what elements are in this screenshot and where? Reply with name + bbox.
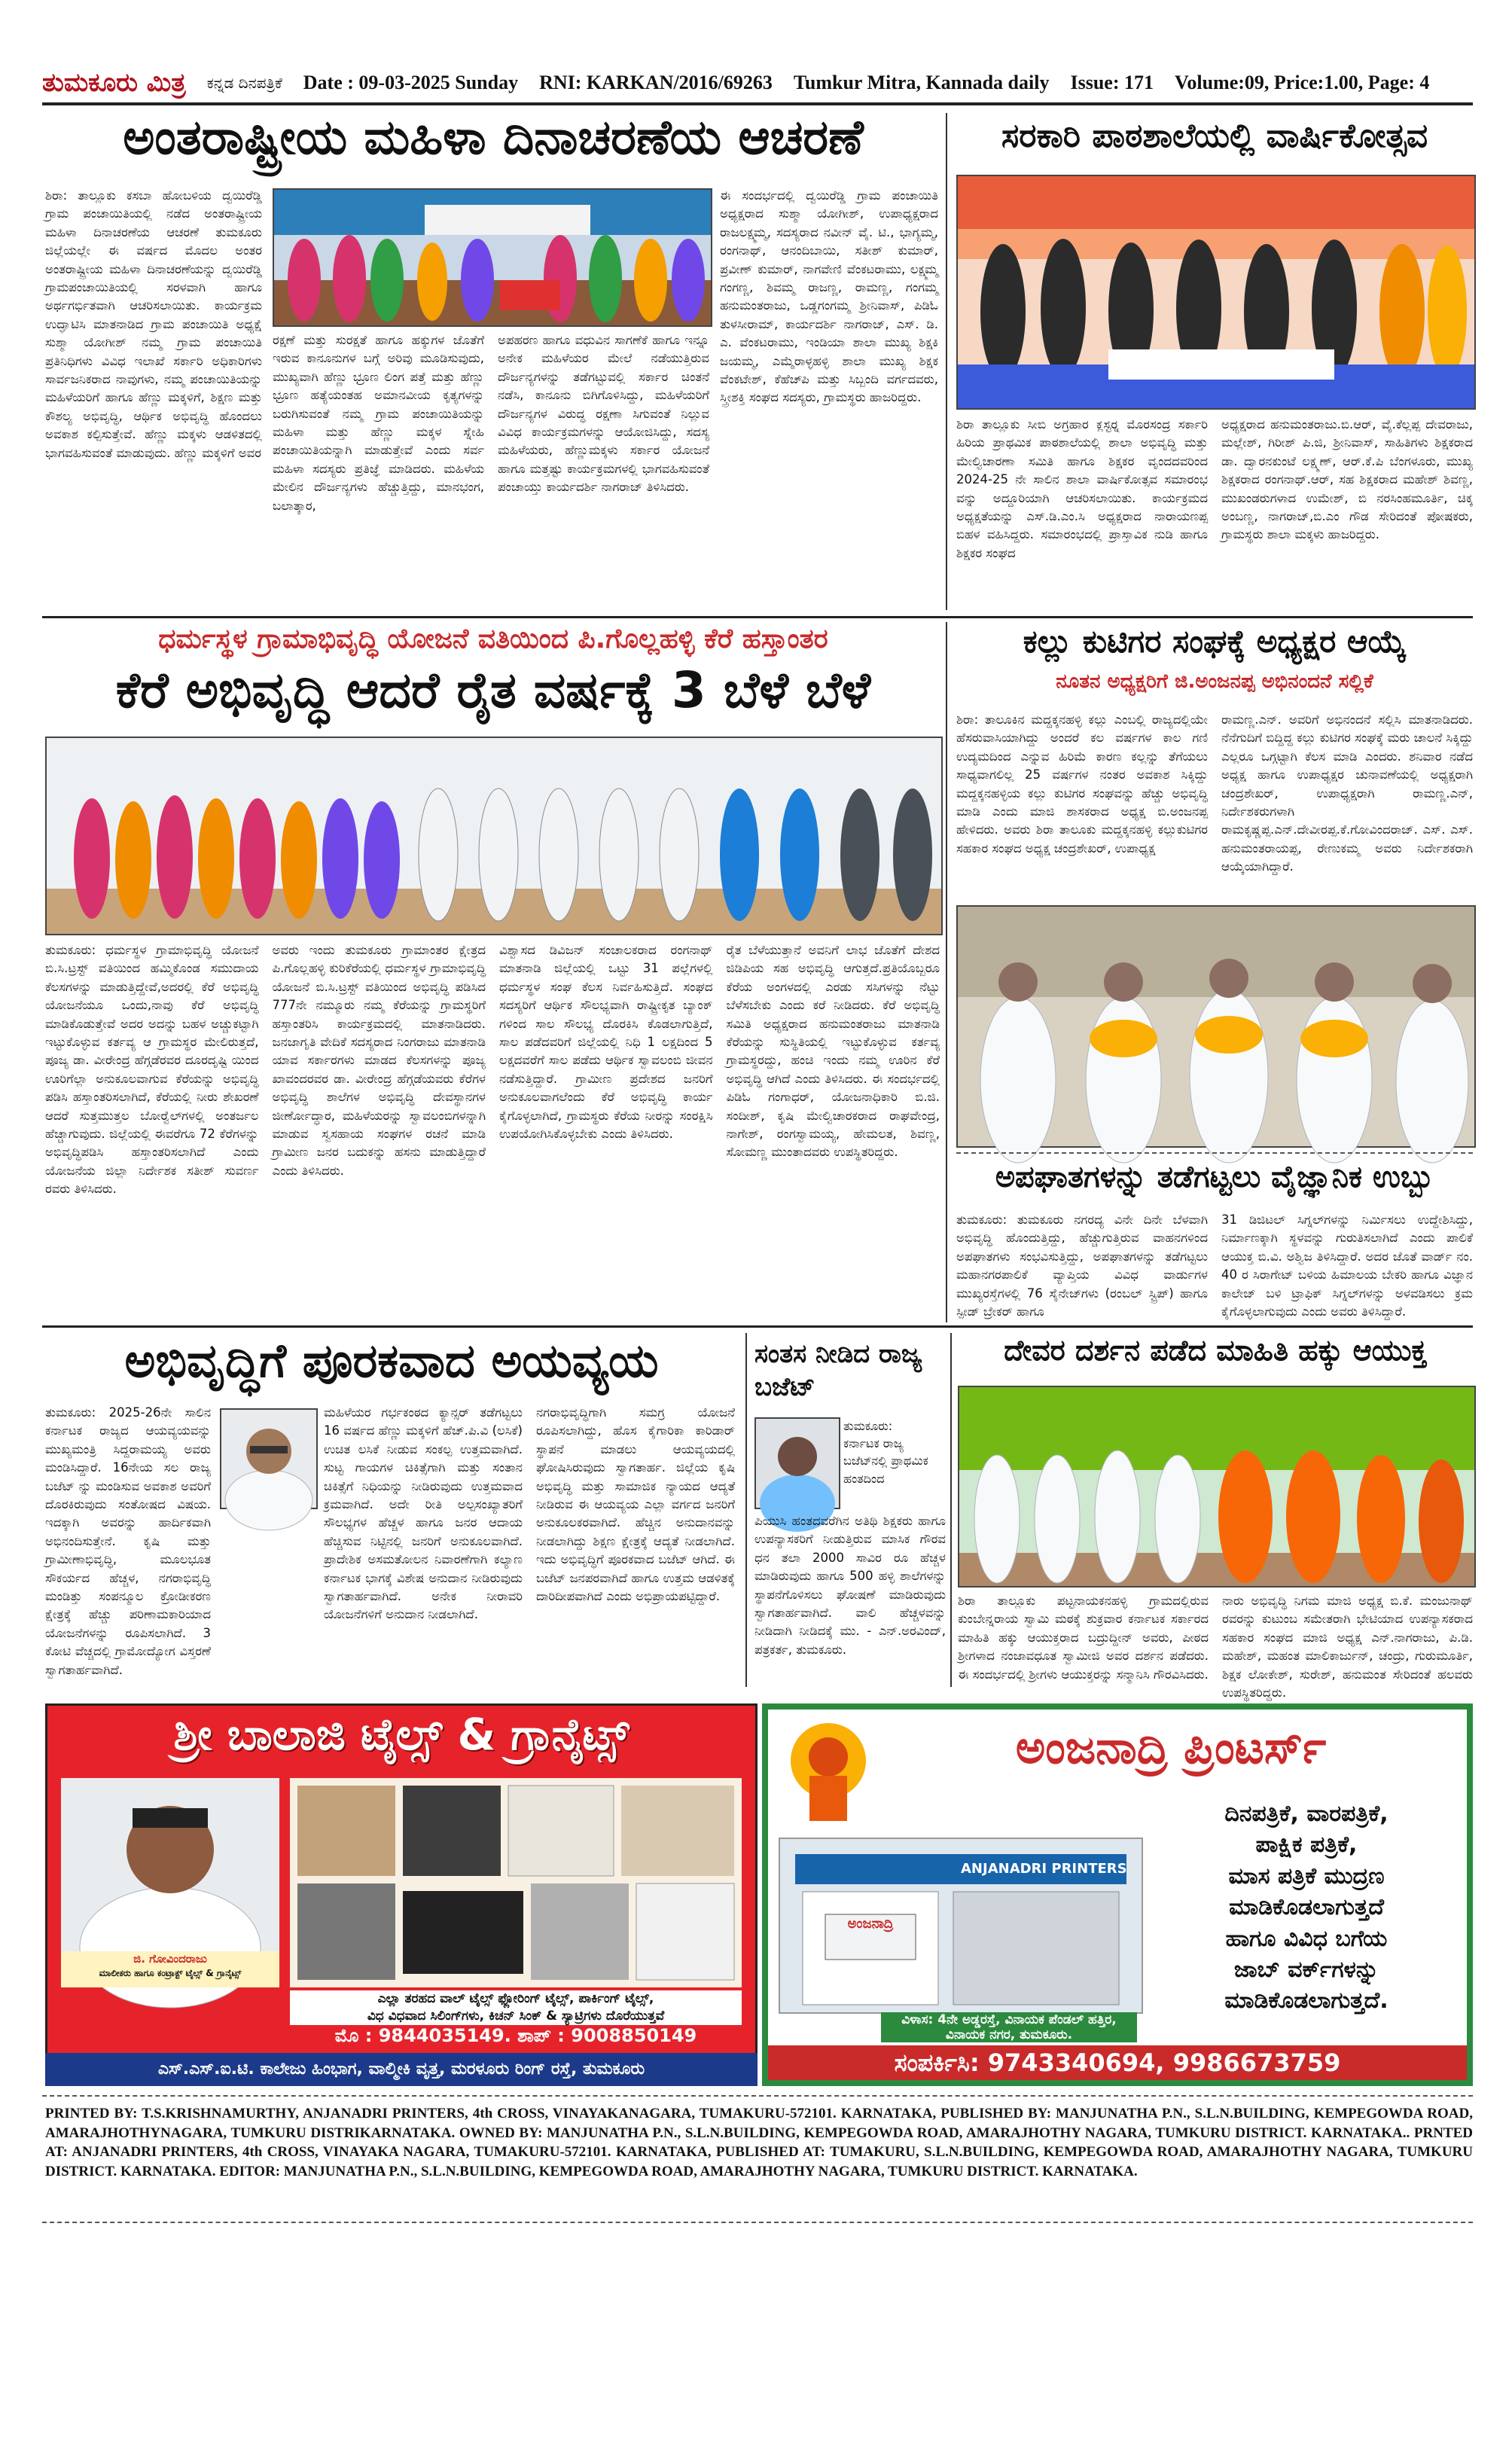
article2-cols: ಶಿರಾ ತಾಲ್ಲೂಕು ಸೀಬಿ ಅಗ್ರಹಾರ ಕ್ಲಸ್ಟರ್‍ನ ಮೊರಸಂದ್ರ ಸರ್ಕಾರಿ ಹಿರಿಯ ಪ್ರಾಥಮಿಕ ಪಾಠಶಾಲೆಯಲ್ಲಿ ಶಾಲಾ ಅಭಿವೃದ್ಧಿ ಮತ್ತು ಮೇಲ್ವಿಚಾರಣಾ ಸಮಿತಿ ಹಾಗೂ ಶಿಕ್ಷಕರ ವೃಂದದವರಿಂದ 2024-25 ನೇ ಸಾಲಿನ ಶಾಲಾ ವಾರ್ಷಿಕೋತ್ಸವ ಸಮಾರಂಭ ವನ್ನು ಅದ್ದೂರಿಯಾಗಿ ಆಚರಿಸಲಾಯಿತು. ಕಾರ್ಯಕ್ರಮದ ಅಧ್ಯಕ್ಷತೆಯನ್ನು ಎಸ್.ಡಿ.ಎಂ.ಸಿ ಅಧ್ಯಕ್ಷರಾದ ನಾರಾಯಣಪ್ಪ ಬಿಹಳ ವಹಿಸಿದ್ದರು. ಸಮಾರಂಭದಲ್ಲಿ ಪ್ರಾಸ್ತಾವಿಕ ನುಡಿ ಹಾಗೂ ಶಿಕ್ಷಕರ ಸಂಘದ ಅಧ್ಯಕ್ಷರಾದ ಹನುಮಂತರಾಜು.ಬಿ.ಆರ್, ವೈ.ಕೆಲ್ಲಪ್ಪ ದೇವರಾಜು, ಮಲ್ಲೇಶ್, ಗಿರೀಶ್ ಪಿ.ಜಿ, ಶ್ರೀನಿವಾಸ್, ಸಾಹಿತಿಗಳು ಶಿಕ್ಷಕರಾದ ಡಾ. ದ್ವಾರನಕುಂಟೆ ಲಕ್ಷ್ಮಣ್, ಆರ್.ಕೆ.ಪಿ ಬೆಂಗಳೂರು, ಮುಖ್ಯ ಶಿಕ್ಷಕರಾದ ರಂಗನಾಥ್.ಆರ್, ಸಹ ಶಿಕ್ಷಕರಾದ ಮಹೇಶ್ ಶಿವಣ್ಣ, ಮುಖಂಡರುಗಳಾದ ಉಮೇಶ್, ಬಿ ನರಸಿಂಹಮೂರ್ತಿ, ಚಿಕ್ಕ ಅಂಬಣ್ಣ, ನಾಗರಾಜ್,ಬಿ.ಎಂ ಗೌಡ ಸೇರಿದಂತೆ ಪೋಷಕರು, ಗ್ರಾಮಸ್ಥರು ಶಾಲಾ ಮಕ್ಕಳು ಹಾಜರಿದ್ದರು. [956,417,1473,560]
ad-anjanadri-title: ಅಂಜನಾದ್ರಿ ಪ್ರಿಂಟರ್ಸ್ [1015,1722,1327,1774]
article1-col1: ಶಿರಾ: ತಾಲ್ಲೂಕು ಕಸಬಾ ಹೋಬಳಿಯ ದ್ವಯಿರೆಡ್ಡಿ ಗ್ರಾಮ ಪಂಚಾಯಿತಿಯಲ್ಲಿ ನಡೆದ ಅಂತರಾಷ್ಟ್ರೀಯ ಮಹಿಳಾ ದಿನಾಚರಣೆಯ ಆಚರಣೆ ತುಮಕೂರು ಜಿಲ್ಲೆಯಲ್ಲೇ ಈ ವರ್ಷದ ಮೊದಲ ಅಂತರ ಅಂತರಾಷ್ಟ್ರೀಯ ಮಹಿಳಾ ದಿನಾಚರಣೆಯನ್ನು ದ್ವಯಿರೆಡ್ಡಿ ಗ್ರಾಮಪಂಚಾಯಿತಿಯಲ್ಲಿ ಸರಳವಾಗಿ ಹಾಗೂ ಅರ್ಥಗರ್ಭಿತವಾಗಿ ಆಚರಿಸಲಾಯಿತು. ಕಾರ್ಯಕ್ರಮ ಉದ್ಘಾಟಿಸಿ ಮಾತನಾಡಿದ ಗ್ರಾಮ ಪಂಚಾಯಿತಿ ಅಧ್ಯಕ್ಷೆ ಸುಶ್ಮಾ ಯೋಗೀಶ್ ನಮ್ಮ ಗ್ರಾಮ ಪಂಚಾಯಿತಿ ಪ್ರತಿನಿಧಿಗಳು ವಿವಿಧ ಇಲಾಖೆ ಸರ್ಕಾರಿ ಅಧಿಕಾರಿಗಳು ಸಾರ್ವಜನಿಕರಾದ ನಾವುಗಳು, ನಮ್ಮ ಪಂಚಾಯಿತಿಯನ್ನು ಮಹಿಳೆಯರಿಗೆ ಹಾಗೂ ಹೆಣ್ಣು ಮಕ್ಕಳಿಗೆ, ಶಿಕ್ಷಣ ಮತ್ತು ಕೌಶಲ್ಯ ಅಭಿವೃದ್ಧಿ, ಆರ್ಥಿಕ ಅಭಿವೃದ್ಧಿ ಹೊಂದಲು ಅವಕಾಶ ಕಲ್ಪಿಸುತ್ತೇವೆ. ಹೆಣ್ಣು ಮಕ್ಕಳು ಆಡಳಿತದಲ್ಲಿ ಭಾಗವಹಿಸುವಂತೆ ಮಾಡುವುದು. ಹೆಣ್ಣು ಮಕ್ಕಳಿಗೆ ಅವರ [45,188,262,460]
budget-opinion-photo [754,1417,840,1509]
ad-balaji-owner-caption: ಜಿ. ಗೋವಿಂದರಾಜು ಮಾಲೀಕರು ಹಾಗೂ ಕಂಟ್ರಾಕ್ಟ್ ಟೈಲ್ಸ್ & ಗ್ರಾನೈಟ್ಸ್ [61,1951,279,1987]
article1-headline: ಅಂತರಾಷ್ಟ್ರೀಯ ಮಹಿಳಾ ದಿನಾಚರಣೆಯ ಆಚರಣೆ [123,110,864,166]
ad-anjanadri-printers [762,1703,1473,2086]
school-event-photo [956,175,1476,410]
article3-kicker: ಧರ್ಮಸ್ಥಳ ಗ್ರಾಮಾಭಿವೃದ್ಧಿ ಯೋಜನೆ ವತಿಯಿಂದ ಪಿ.ಗೊಲ್ಲಹಳ್ಳಿ ಕೆರೆ ಹಸ್ತಾಂತರ [158,624,828,654]
ad-balaji-tiles [45,1703,758,2056]
article4-cols: ಶಿರಾ: ತಾಲೂಕಿನ ಮದ್ದಕ್ಕನಹಳ್ಳಿ ಕಲ್ಲು ಎಂಬಲ್ಲಿ ರಾಜ್ಯದಲ್ಲಿಯೇ ಹೆಸರುವಾಸಿಯಾಗಿದ್ದು ಅಂದರೆ ಕಲ ವರ್ಷಗಳ ಕಾಲ ಗಣಿ ಉದ್ಯಮದಿಂದ ಎನ್ನುವ ಹಿರಿಮೆ ಕಾರಣ ಕಲ್ಲನ್ನು ತೆಗೆಯಲು ಸಾಧ್ಯವಾಗಲಿಲ್ಲ 25 ವರ್ಷಗಳ ನಂತರ ಅವಕಾಶ ಸಿಕ್ಕಿದ್ದು ಮದ್ದಕ್ಕನಹಳ್ಳಿಯ ಕಲ್ಲು ಕುಟಿಗರ ಸಂಘವನ್ನು ಹೆಚ್ಚು ಅಭಿವೃದ್ಧಿ ಮಾಡಿ ಎಂದು ಮಾಜಿ ಶಾಸಕರಾದ ಅಧ್ಯಕ್ಷ ಬಿ.ಅಂಜನಪ್ಪ ಹೇಳಿದರು. ಅವರು ಶಿರಾ ತಾಲೂಕು ಮದ್ದಕ್ಕನಹಳ್ಳಿ ಕಲ್ಲುಕುಟಿಗರ ಸಹಕಾರ ಸಂಘದ ಅಧ್ಯಕ್ಷ ಚಂದ್ರಶೇಖರ್, ಉಪಾಧ್ಯಕ್ಷ ರಾಮಣ್ಣ.ಎನ್. ಅವರಿಗೆ ಅಭಿನಂದನೆ ಸಲ್ಲಿಸಿ ಮಾತನಾಡಿದರು. ನೆನೆಗುದಿಗೆ ಬಿದ್ದಿದ್ದ ಕಲ್ಲು ಕುಟಿಗರ ಸಂಘಕ್ಕೆ ಮರು ಚಾಲನೆ ಸಿಕ್ಕಿದ್ದು ಎಲ್ಲರೂ ಒಗ್ಗಟ್ಟಾಗಿ ಕೆಲಸ ಮಾಡಿ ಎಂದರು. ಶನಿವಾರ ನಡೆದ ಅಧ್ಯಕ್ಷ ಹಾಗೂ ಉಪಾಧ್ಯಕ್ಷರ ಚುನಾವಣೆಯಲ್ಲಿ ಅಧ್ಯಕ್ಷರಾಗಿ ಚಂದ್ರಶೇಖರ್, ಉಪಾಧ್ಯಕ್ಷರಾಗಿ ರಾಮಣ್ಣ.ಎನ್, ನಿರ್ದೇಶಕರುಗಳಾಗಿ ರಾಮಕೃಷ್ಣಪ್ಪ.ಎನ್.ದೇವೀರಪ್ಪ.ಕೆ.ಗೋವಿಂದರಾಜ್. ಎಸ್. ಎಸ್. ಹನುಮಂತರಾಯಪ್ಪ, ರೇಣುಕಮ್ಮ ಅವರು ನಿರ್ದೇಶಕರಾಗಿ ಆಯ್ಕೆಯಾಗಿದ್ದಾರೆ. [956,712,1473,874]
footer-imprint: PRINTED BY: T.S.KRISHNAMURTHY, ANJANADRI PRINTERS, 4th CROSS, VINAYAKANAGARA, TUMAKURU-572101. KARNATAKA, PUBLISHED BY: MANJUNATHA P.N., S.L.N.BUILDING, KEMPEGOWDA ROAD, AMARAJHOTHYNAGARA, TUMKURU DISTRIKARNATAKA. OWNED BY: MANJUNATHA P.N., S.L.N.BUILDING, KEMPEGOWDA ROAD, AMARAJHOTHY NAGARA, TUMKURU DISTRICT. KARNATAKA.. PRNTED AT: ANJANADRI PRINTERS, 4th CROSS, VINAYAKA NAGARA, TUMAKURU-572101. KARNATAKA, PUBLISHED AT: TUMAKURU, S.L.N.BUILDING, KEMPEGOWDA ROAD, AMARAJHOTHY NAGARA, TUMKURU DISTRICT. KARNATAKA. EDITOR: MANJUNATHA P.N., S.L.N.BUILDING, KEMPEGOWDA ROAD, AMARAJHOTHY NAGARA, TUMKURU DISTRICT. KARNATAKA. [45,2106,1473,2179]
women-day-photo [273,188,712,327]
masthead-issue: Issue: 171 [1070,72,1154,93]
section-rule-1 [42,616,1473,618]
article4-headline: ಕಲ್ಲು ಕುಟಿಗರ ಸಂಘಕ್ಕೆ ಅಧ್ಯಕ್ಷರ ಆಯ್ಕೆ [1023,623,1407,660]
column-divider-4 [950,1333,952,1687]
ad-balaji-taglines: ಎಲ್ಲಾ ತರಹದ ವಾಲ್ ಟೈಲ್ಸ್ ಫ್ಲೋರಿಂಗ್ ಟೈಲ್ಸ್, ಪಾರ್ಕಿಂಗ್ ಟೈಲ್ಸ್, ವಿಧ ವಿಧವಾದ ಸಿಲಿಂಗ್‍ಗಳು, ಕಿಚನ್ ಸಿಂಕ್ & ಸ್ಯಾಟ್ರಿಗಳು ದೊರೆಯುತ್ತವೆ [290,1990,742,2025]
ad-anjanadri-shop-sign-kn: ಅಂಜನಾದ್ರಿ [847,1916,894,1932]
article1-cols-mid: ರಕ್ಷಣೆ ಮತ್ತು ಸುರಕ್ಷತೆ ಹಾಗೂ ಹಕ್ಕುಗಳ ಜೊತೆಗೆ ಇರುವ ಕಾನೂನುಗಳ ಬಗ್ಗೆ ಅರಿವು ಮೂಡಿಸುವುದು, ಮುಖ್ಯವಾಗಿ ಹೆಣ್ಣು ಭ್ರೂಣ ಲಿಂಗ ಪತ್ತೆ ಮತ್ತು ಹೆಣ್ಣು ಭ್ರೂಣ ಹತ್ಯೆಯಂತಹ ಅಮಾನವೀಯ ಕೃತ್ಯಗಳನ್ನು ಬರುಗಿಸುವಂತೆ ನಮ್ಮ ಗ್ರಾಮ ಪಂಚಾಯಿತಿಯನ್ನು ಮಹಿಳಾ ಮತ್ತು ಹೆಣ್ಣು ಮಕ್ಕಳ ಸ್ನೇಹಿ ಪಂಚಾಯಿತಿಯನ್ನಾಗಿ ಮಾಡುತ್ತೇವೆ ಎಂದು ಸರ್ವ ಮಹಿಳಾ ಸದಸ್ಯರು ಪ್ರತಿಜ್ಞೆ ಮಾಡಿದರು. ಮಹಿಳೆಯ ಮೇಲಿನ ದೌರ್ಜನ್ಯಗಳು ಹೆಚ್ಚುತ್ತಿದ್ದು, ಮಾನಭಂಗ, ಬಲಾತ್ಕಾರ, ಅಪಹರಣ ಹಾಗೂ ವಧುವಿನ ಸಾಗಣೆಕೆ ಹಾಗೂ ಇನ್ನೂ ಅನೇಕ ಮಹಿಳೆಯರ ಮೇಲೆ ನಡೆಯುತ್ತಿರುವ ದೌರ್ಜನ್ಯಗಳನ್ನು ತಡೆಗಟ್ಟುವಲ್ಲಿ ಸರ್ಕಾರ ಚಿಂತನೆ ನಡೆಸಿ, ಕಾನೂನು ಬಿಗಿಗೊಳಿಸಿದ್ದು, ಮಹಿಳೆಯರಿಗೆ ದೌರ್ಜನ್ಯಗಳ ವಿರುದ್ಧ ರಕ್ಷಣಾ ಸಿಗುವಂತೆ ನಿಲ್ಲುವ ವಿವಿಧ ಕಾರ್ಯಕ್ರಮಗಳನ್ನು ಆಯೋಜಿಸಿದ್ದು, ಸದಸ್ಯ ಮಹಿಳೆಯರು, ಹೆಣ್ಣುಮಕ್ಕಳು ಸರ್ಕಾರ ಯೋಜನೆ ಹಾಗೂ ಮತ್ತಷ್ಟು ಕಾರ್ಯಕ್ರಮಗಳಲ್ಲಿ ಭಾಗವಹಿಸುವಂತೆ ಪಂಚಾಯ್ತು ಕಾರ್ಯದರ್ಶಿ ನಾಗರಾಜ್ ತಿಳಿಸಿದರು. [273,333,709,513]
column-divider-3 [745,1333,747,1687]
ad-balaji-address: ಎಸ್.ಎಸ್.ಐ.ಟಿ. ಕಾಲೇಜು ಹಿಂಭಾಗ, ವಾಲ್ಮೀಕಿ ವೃತ್ತ, ಮರಳೂರು ರಿಂಗ್ ರಸ್ತೆ, ತುಮಕೂರು [45,2053,758,2086]
rti-visit-photo [958,1386,1476,1588]
stone-cutters-photo [956,905,1476,1148]
ad-anjanadri-address: ವಿಳಾಸ: 4ನೇ ಅಡ್ಡರಸ್ತೆ, ವಿನಾಯಕ ಪೆಂಡಲ್ ಹತ್ತಿರ, ವಿನಾಯಕ ನಗರ, ತುಮಕೂರು. [881,2012,1137,2042]
ad-balaji-phones: ಮೊ : 9844035149. ಶಾಪ್ : 9008850149 [334,2025,697,2046]
article5-headline: ಅಪಘಾತಗಳನ್ನು ತಡೆಗಟ್ಟಲು ವೈಜ್ಞಾನಿಕ ಉಬ್ಬು [995,1160,1434,1194]
article5-cols: ತುಮಕೂರು: ತುಮಕೂರು ನಗರದ್ಯ ವಿನೇ ದಿನೇ ಬೆಳವಾಗಿ ಅಭಿವೃದ್ಧಿ ಹೊಂದುತ್ತಿದ್ದು, ಹೆಚ್ಚುಗುತ್ತಿರುವ ವಾಹನಗಳಿಂದ ಅಪಘಾತಗಳು ಸಂಭವಿಸುತ್ತಿದ್ದು, ಅಪಘಾತಗಳನ್ನು ತಡೆಗಟ್ಟಲು ಮಹಾನಗರಪಾಲಿಕೆ ವ್ಯಾಪ್ತಿಯ ವಿವಿಧ ವಾರ್ಡುಗಳ ಮುಖ್ಯರಸ್ತೆಗಳಲ್ಲಿ 76 ಸೈನೇಜ್‍ಗಳು (ರಂಬಲ್ ಸ್ಟ್ರಿಪ್) ಹಾಗೂ ಸ್ಪೀಡ್ ಬ್ರೇಕರ್ ಹಾಗೂ 31 ಡಿಜಿಟಲ್ ಸಿಗ್ನಲ್‍ಗಳನ್ನು ನಿರ್ಮಿಸಲು ಉದ್ದೇಶಿಸಿದ್ದು, ನಿರ್ಮಾಣಕ್ಕಾಗಿ ಸ್ಥಳವನ್ನು ಗುರುತಿಸಲಾಗಿದೆ ಎಂದು ಪಾಲಿಕೆ ಆಯುಕ್ತ ಬಿ.ವಿ. ಅಶ್ವಿಜ ತಿಳಿಸಿದ್ದಾರೆ. ಅದರ ಜೊತೆ ವಾರ್ಡ್ ನಂ. 40 ರ ಸಿರಾಗೇಟ್ ಬಳಿಯ ಹಿಮಾಲಯ ಬೇಕರಿ ಹಾಗೂ ವಿಜ್ಞಾನ ಕಾಲೇಜ್ ಬಳಿ ಟ್ರಾಫಿಕ್ ಸಿಗ್ನಲ್‍ಗಳನ್ನು ಅಳವಡಿಸಲು ಕ್ರಮ ಕೈಗೊಳ್ಳಲಾಗುವುದು ಎಂದು ಅವರು ತಿಳಿಸಿದ್ದಾರೆ. [956,1212,1473,1319]
masthead-paper: Tumkur Mitra, Kannada daily [793,72,1050,93]
masthead-rni: RNI: KARKAN/2016/69263 [539,72,773,93]
article4-kicker: ನೂತನ ಅಧ್ಯಕ್ಷರಿಗೆ ಜಿ.ಅಂಜನಪ್ಪ ಅಭಿನಂದನೆ ಸಲ್ಲಿಕೆ [1056,670,1373,693]
article6-col1: ತುಮಕೂರು: 2025-26ನೇ ಸಾಲಿನ ಕರ್ನಾಟಕ ರಾಜ್ಯದ ಆಯವ್ಯಯವನ್ನು ಮುಖ್ಯಮಂತ್ರಿ ಸಿದ್ದರಾಮಯ್ಯ ಅವರು ಮಂಡಿಸಿದ್ದಾರೆ. 16ನೇಯ ಸಲ ರಾಜ್ಯ ಬಜೆಟ್ ನ್ನು ಮಂಡಿಸುವ ಅವಕಾಶ ಅವರಿಗೆ ದೊರಕಿರುವುದು ಸಂತೋಷದ ವಿಷಯ. ಇದಕ್ಕಾಗಿ ಅವರನ್ನು ಹಾರ್ದಿಕವಾಗಿ ಅಭಿನಂದಿಸುತ್ತೇನೆ. ಕೃಷಿ ಮತ್ತು ಗ್ರಾಮೀಣಾಭಿವೃದ್ಧಿ, ಮೂಲಭೂತ ಸೌಕರ್ಯದ ಹೆಚ್ಚಳ, ನಗರಾಭಿವೃದ್ಧಿ ಮಂಡಿತ್ತು ಸಂಪನ್ಮೂಲ ಕ್ರೋಡೀಕರಣ ಕ್ಷೇತ್ರಕ್ಕೆ ಹೆಚ್ಚು ಪರಿಣಾಮಕಾರಿಯಾದ ಯೋಜನೆಗಳನ್ನು ರೂಪಿಸಲಾಗಿದೆ. 3 ಕೋಟಿ ವೆಚ್ಚದಲ್ಲಿ ಗ್ರಾಮೋದ್ಯೋಗ ವಿಸ್ತರಣೆ ಸ್ವಾಗತಾರ್ಹವಾಗಿದೆ. [45,1405,211,1677]
masthead-logo: ತುಮಕೂರು ಮಿತ್ರ [42,68,186,98]
article3-headline: ಕೆರೆ ಅಭಿವೃದ್ಧಿ ಆದರೆ ರೈತ ವರ್ಷಕ್ಕೆ 3 ಬೆಳೆ ಬೆಳೆ [115,661,871,719]
ad-anjanadri-services: ದಿನಪತ್ರಿಕೆ, ವಾರಪತ್ರಿಕೆ, ಪಾಕ್ಷಿಕ ಪತ್ರಿಕೆ, ಮಾಸ ಪತ್ರಿಕೆ ಮುದ್ರಣ ಮಾಡಿಕೊಡಲಾಗುತ್ತದೆ ಹಾಗೂ ವಿವಿಧ ಬಗೆಯ ಜಾಬ್ ವರ್ಕ್‍ಗಳನ್ನು ಮಾಡಿಕೊಡಲಾಗುತ್ತದೆ. [1224,1801,1389,2015]
masthead-tagline: ಕನ್ನಡ ದಿನಪತ್ರಿಕೆ [206,74,282,92]
hanuman-icon [776,1716,881,1829]
footer-top-dash [42,2095,1473,2097]
masthead-rule [42,102,1473,105]
article1-col4: ಈ ಸಂದರ್ಭದಲ್ಲಿ ದ್ವಯಿರೆಡ್ಡಿ ಗ್ರಾಮ ಪಂಚಾಯಿತಿ ಅಧ್ಯಕ್ಷರಾದ ಸುಶ್ಮಾ ಯೋಗೀಶ್, ಉಪಾಧ್ಯಕ್ಷರಾದ ರಾಜಲಕ್ಷ್ಮಮ್ಮ, ಸದಸ್ಯರಾದ ನವೀನ್ ವೈ. ಟಿ., ಭಾಗ್ಯಮ್ಮ, ರಂಗನಾಥ್, ಆನಂದಿಬಾಯಿ, ಸತೀಶ್ ಕುಮಾರ್, ಪ್ರವೀಣ್ ಕುಮಾರ್, ನಾಗವೇಣಿ ವೆಂಕಟರಾಮು, ಲಕ್ಷ್ಮಮ್ಮ ಗಂಗಣ್ಣ, ಶಿವಮ್ಮ ರಾಜಣ್ಣ, ರಾಮಣ್ಣ, ಗಂಗಮ್ಮ ಹನುಮಂತರಾಜು, ಒಡ್ಡಗಂಗಮ್ಮ ಶ್ರೀನಿವಾಸ್, ಪಿಡಿಓ ತುಳಸೀರಾಮ್, ಕಾರ್ಯದರ್ಶಿ ನಾಗರಾಜ್, ಎಸ್. ಡಿ. ಎ. ವೆಂಕಟರಾಮು, ಇಂಡಿಯಾ ಶಾಲಾ ಮುಖ್ಯ ಶಿಕ್ಷಕಿ ಜಯಮ್ಮ, ಎಮ್ಮೆರಾಳ್ಳಹಳ್ಳಿ ಶಾಲಾ ಮುಖ್ಯ ಶಿಕ್ಷಕ ವೆಂಕಟೇಶ್, ಕೆಹೆಚ್‍ಪಿ ಮತ್ತು ಸಿಬ್ಬಂದಿ ವರ್ಗದವರು, ಸ್ತ್ರೀಶಕ್ತಿ ಸಂಘದ ಸದಸ್ಯರು, ಗ್ರಾಮಸ್ಥರು ಹಾಜರಿದ್ದರು. [720,188,938,405]
article3-cols: ತುಮಕೂರು: ಧರ್ಮಸ್ಥಳ ಗ್ರಾಮಾಭಿವೃದ್ಧಿ ಯೋಜನೆ ಬಿ.ಸಿ.ಟ್ರಸ್ಟ್ ವತಿಯಿಂದ ಹಮ್ಮಿಕೊಂಡ ಸಮುದಾಯ ಕೆಲಸಗಳನ್ನು ಮಾಡುತ್ತಿದ್ದೇವೆ,ಅದರಲ್ಲಿ ಕೆರೆ ಅಭಿವೃದ್ಧಿ ಯೋಜನೆಯೂ ಒಂದು,ನಾವು ಕೆರೆ ಅಭಿವೃದ್ಧಿ ಮಾಡಿಕೊಡುತ್ತೇವೆ ಅದರ ಅದನ್ನು ಬಹಳ ಅಚ್ಚುಕಟ್ಟಾಗಿ ಇಟ್ಟುಕೊಳ್ಳುವ ಕರ್ತವ್ಯ ಆ ಗ್ರಾಮಸ್ಥರ ಮೇಲಿರುತ್ತದೆ, ಪೂಜ್ಯ ಡಾ. ವೀರೇಂದ್ರ ಹೆಗ್ಗಡೆರವರ ದೂರದೃಷ್ಟಿ ಯಿಂದ ಊರಿಗೆಲ್ಲಾ ಅನುಕೂಲವಾಗುವ ಕೆರೆಯನ್ನು ಅಭಿವೃದ್ಧಿ ಪಡಿಸಿ ಹಸ್ತಾಂತರಿಸಲಾಗಿದೆ, ಕೆರೆಯಲ್ಲಿ ನೀರು ಶೇಖರಣೆ ಆದರೆ ಸುತ್ತಮುತ್ತಲ ಬೋರ್‍ವೆಲ್‍ಗಳಲ್ಲಿ ಅಂತರ್ಜಲ ಹೆಚ್ಚಾಗುವುದು. ಜಿಲ್ಲೆಯಲ್ಲಿ ಈವರೆಗೂ 72 ಕೆರೆಗಳನ್ನು ಅಭಿವೃದ್ಧಿಪಡಿಸಿ ಹಸ್ತಾಂತರಿಸಲಾಗಿದೆ ಎಂದು ಯೋಜನೆಯ ಜಿಲ್ಲಾ ನಿರ್ದೇಶಕ ಸತೀಶ್ ಸುವರ್ಣ ರವರು ತಿಳಿಸಿದರು. ಅವರು ಇಂದು ತುಮಕೂರು ಗ್ರಾಮಾಂತರ ಕ್ಷೇತ್ರದ ಪಿ.ಗೊಲ್ಲಹಳ್ಳಿ ಕುರಿಕೆರೆಯಲ್ಲಿ ಧರ್ಮಸ್ಥಳ ಗ್ರಾಮಾಭಿವೃದ್ಧಿ ಯೋಜನೆ ಬಿ.ಸಿ.ಟ್ರಸ್ಟ್ ವತಿಯಿಂದ ಅಭಿವೃದ್ಧಿ ಪಡಿಸಿದ 777ನೇ ನಮ್ಮೂರು ನಮ್ಮ ಕೆರೆಯನ್ನು ಗ್ರಾಮಸ್ಥರಿಗೆ ಹಸ್ತಾಂತರಿಸಿ ಕಾರ್ಯಕ್ರಮದಲ್ಲಿ ಮಾತನಾಡಿದರು. ಜನಜಾಗೃತಿ ವೇದಿಕೆ ಸದಸ್ಯರಾದ ನಿಂಗರಾಜು ಮಾತನಾಡಿ ಯಾವ ಸರ್ಕಾರಗಳು ಮಾಡದ ಕೆಲಸಗಳನ್ನು ಪೂಜ್ಯ ಖಾವಂದರವರ ಡಾ. ವೀರೇಂದ್ರ ಹೆಗ್ಗಡೆಯವರು ಕೆರೆಗಳ ಅಭಿವೃದ್ಧಿ ಶಾಲೆಗಳ ಅಭಿವೃದ್ಧಿ ದೇವಸ್ಥಾನಗಳ ಜೀರ್ಣೋದ್ಧಾರ, ಮಹಿಳೆಯರನ್ನು ಸ್ವಾವಲಂಬಿಗಳನ್ನಾಗಿ ಮಾಡುವ ಸ್ವಸಹಾಯ ಸಂಘಗಳ ರಚನೆ ಮಾಡಿ ಗ್ರಾಮೀಣ ಜನರ ಬದುಕನ್ನು ಹಸನು ಮಾಡುತ್ತಿದ್ದಾರೆ ಎಂದು ತಿಳಿಸಿದರು. ವಿಶ್ವಾಸದ ಡಿವಿಜನ್ ಸಂಚಾಲಕರಾದ ರಂಗನಾಥ್ ಮಾತನಾಡಿ ಜಿಲ್ಲೆಯಲ್ಲಿ ಒಟ್ಟು 31 ಪಲ್ಲೆಗಳಲ್ಲಿ ಧರ್ಮಸ್ಥಳ ಸಂಘ ಕೆಲಸ ನಿರ್ವಹಿಸುತ್ತಿದೆ. ಸಂಘದ ಸದಸ್ಯರಿಗೆ ಆರ್ಥಿಕ ಸೌಲಭ್ಯವಾಗಿ ರಾಷ್ಟ್ರೀಕೃತ ಬ್ಯಾಂಕ್ ಗಳಿಂದ ಸಾಲ ಸೌಲಭ್ಯ ದೊರಕಿಸಿ ಕೊಡಲಾಗುತ್ತಿದೆ, ಸಾಲ ಪಡೆದವರಿಗೆ ಜಿಲ್ಲೆಯಲ್ಲಿ ನಿಧಿ 1 ಲಕ್ಷದಿಂದ 5 ಲಕ್ಷದವರೆಗೆ ಸಾಲ ಪಡೆದು ಆರ್ಥಿಕ ಸ್ವಾವಲಂಬಿ ಜೀವನ ನಡೆಸುತ್ತಿದ್ದಾರೆ. ಗ್ರಾಮೀಣ ಪ್ರದೇಶದ ಜನರಿಗೆ ಅನುಕೂಲವಾಗಲೆಂದು ಕೆರೆ ಅಭಿವೃದ್ಧಿ ಕಾರ್ಯ ಕೈಗೊಳ್ಳಲಾಗಿದೆ, ಗ್ರಾಮಸ್ಥರು ಕೆರೆಯ ನೀರನ್ನು ಸಂರಕ್ಷಿಸಿ ಉಪಯೋಗಿಸಿಕೊಳ್ಳಬೇಕು ಎಂದು ತಿಳಿಸಿದರು. ರೈತ ಬೆಳೆಯುತ್ತಾನೆ ಅವನಿಗೆ ಲಾಭ ಜೊತೆಗೆ ದೇಶದ ಜಿಡಿಪಿಯ ಸಹ ಅಭಿವೃದ್ಧಿ ಆಗುತ್ತದೆ.ಪ್ರತಿಯೊಬ್ಬರೂ ಕೆರೆಯ ಅಂಗಳದಲ್ಲಿ ಎರಡು ಸಸಿಗಳನ್ನು ನೆಟ್ಟು ಬೆಳೆಸಬೇಕು ಎಂದು ಕರೆ ನೀಡಿದರು. ಕೆರೆ ಅಭಿವೃದ್ಧಿ ಸಮಿತಿ ಅಧ್ಯಕ್ಷರಾದ ಹನುಮಂತರಾಜು ಮಾತನಾಡಿ ಕೆರೆಯನ್ನು ಸುಸ್ಥಿತಿಯಲ್ಲಿ ಇಟ್ಟುಕೊಳ್ಳುವ ಕರ್ತವ್ಯ ಗ್ರಾಮಸ್ಥರದ್ದು, ಹಂಚಿ ಇಂದು ನಮ್ಮ ಊರಿನ ಕೆರೆ ಅಭಿವೃದ್ಧಿ ಆಗಿದೆ ಎಂದು ತಿಳಿಸಿದರು. ಈ ಸಂದರ್ಭದಲ್ಲಿ ಪಿಡಿಓ ಗಂಗಾಧರ್, ಯೋಜನಾಧಿಕಾರಿ ಬಿ.ಜಿ. ಸಂದೀಶ್, ಕೃಷಿ ಮೇಲ್ವಿಚಾರಕರಾದ ರಾಘವೇಂದ್ರ, ನಾಗೇಶ್, ರಂಗಸ್ವಾಮಯ್ಯ, ಹೇಮಲತ, ಶಿವಣ್ಣ, ಸೋಮಣ್ಣ ಮುಂತಾದವರು ಉಪಸ್ಥಿತರಿದ್ದರು. [45,943,940,1197]
ad-balaji-owner-photo [61,1778,279,1951]
column-divider [946,113,947,610]
lake-handover-photo [45,737,943,935]
article7-body: ಪಿಯುಸಿ ಹಂತದವರೆಗಿನ ಅತಿಥಿ ಶಿಕ್ಷಕರು ಹಾಗೂ ಉಪನ್ಯಾಸಕರಿಗೆ ನೀಡುತ್ತಿರುವ ಮಾಸಿಕ ಗೌರವ ಧನ ತಲಾ 2000 ಸಾವಿರ ರೂ ಹೆಚ್ಚಳ ಮಾಡಿರುವುದು ಹಾಗೂ 500 ಹಳ್ಳಿ ಶಾಲೆಗಳನ್ನು ಸ್ಥಾಪನೆಗೊಳಿಸಲು ಘೋಷಣೆ ಮಾಡಿರುವುದು ಸ್ವಾಗತಾರ್ಹವಾಗಿದೆ. ವಾಲಿ ಹೆಚ್ಚಳವನ್ನು ನೀಡಿದಾಗಿ ನೀಡಿದಕ್ಕೆ ಮು. - ಎನ್.ಅರವಿಂದ್, ಪತ್ರಕರ್ತ, ತುಮಕೂರು. [754,1514,946,1657]
article6-cols: ಮಹಿಳೆಯರ ಗರ್ಭಕಂಠದ ಕ್ಯಾನ್ಸರ್ ತಡೆಗಟ್ಟಲು 16 ವರ್ಷದ ಹೆಣ್ಣು ಮಕ್ಕಳಿಗೆ ಹೆಚ್.ಪಿ.ವಿ (ಲಸಿಕೆ) ಉಚಿತ ಲಸಿಕೆ ನೀಡುವ ಸಂಕಲ್ಪ ಉತ್ತಮವಾಗಿದೆ. ಸುಟ್ಟ ಗಾಯಗಳ ಚಿಕಿತ್ಸೆಗಾಗಿ ಮತ್ತು ಸಂತಾನ ಚಿಕಿತ್ಸೆಗೆ ನಿಧಿಯನ್ನು ನೀಡಿರುವುದು ಉತ್ತಮವಾದ ಕ್ರಮವಾಗಿದೆ. ಅದೇ ರೀತಿ ಅಲ್ಪಸಂಖ್ಯಾತರಿಗೆ ಸೌಲಭ್ಯಗಳ ಹೆಚ್ಚಳ ಹಾಗೂ ಜನರ ಆದಾಯ ಹೆಚ್ಚಿಸುವ ನಿಟ್ಟಿನಲ್ಲಿ ಜನರಿಗೆ ಅನುಕೂಲವಾಗಿದೆ. ಪ್ರಾದೇಶಿಕ ಅಸಮತೋಲನ ನಿವಾರಣೆಗಾಗಿ ಕಲ್ಯಾಣ ಕರ್ನಾಟಕ ಭಾಗಕ್ಕೆ ವಿಶೇಷ ಅನುದಾನ ನೀಡಿರುವುದು ಸ್ವಾಗತಾರ್ಹವಾಗಿದೆ. ಅನೇಕ ನೀರಾವರಿ ಯೋಜನೆಗಳಿಗೆ ಅನುದಾನ ನೀಡಲಾಗಿದೆ. ನಗರಾಭಿವೃದ್ಧಿಗಾಗಿ ಸಮಗ್ರ ಯೋಜನೆ ರೂಪಿಸಲಾಗಿದ್ದು, ಹೊಸ ಕೈಗಾರಿಕಾ ಕಾರಿಡಾರ್ ಸ್ಥಾಪನೆ ಮಾಡಲು ಆಯವ್ಯಯದಲ್ಲಿ ಘೋಷಿಸಿರುವುದು ಸ್ವಾಗತಾರ್ಹ. ಜಿಲ್ಲೆಯ ಕೃಷಿ ಅಭಿವೃದ್ಧಿ ಮತ್ತು ಸಾಮಾಜಿಕ ನ್ಯಾಯದ ಆದ್ಯತೆ ನೀಡಿರುವ ಈ ಆಯವ್ಯಯ ಎಲ್ಲಾ ವರ್ಗದ ಜನರಿಗೆ ಅನುಕೂಲಕರವಾಗಿದೆ. ಹೆಚ್ಚಿನ ಅನುದಾನವನ್ನು ನೀಡಲಾಗಿದ್ದು ಶಿಕ್ಷಣ ಕ್ಷೇತ್ರಕ್ಕೆ ಆದ್ಯತೆ ನೀಡಲಾಗಿದೆ. ಇದು ಅಭಿವೃದ್ಧಿಗೆ ಪೂರಕವಾದ ಬಜೆಟ್ ಆಗಿದೆ. ಈ ಬಜೆಟ್ ಜನಪರವಾಗಿದೆ ಹಾಗೂ ಉತ್ತಮ ಆಡಳಿತಕ್ಕೆ ದಾರಿದೀಪವಾಗಿದೆ ಎಂದು ಅಭಿಪ್ರಾಯಪಟ್ಟಿದ್ದಾರೆ. [324,1405,735,1622]
masthead-volume: Volume:09, Price:1.00, Page: 4 [1174,72,1430,93]
section-rule-2 [42,1325,1473,1328]
column-divider-2 [946,622,947,1322]
article6-headline: ಅಭಿವೃದ್ಧಿಗೆ ಪೂರಕವಾದ ಅಯವ್ಯಯ [124,1333,659,1388]
section-dash [956,1152,1473,1154]
masthead-date: Date : 09-03-2025 Sunday [303,72,519,93]
article7-lead: ತುಮಕೂರು: ಕರ್ನಾಟಕ ರಾಜ್ಯ ಬಜೆಟ್‍ನಲ್ಲಿ ಪ್ರಾಥಮಿಕ ಹಂತದಿಂದ [843,1419,928,1486]
article7-headline: ಸಂತಸ ನೀಡಿದ ರಾಜ್ಯ ಬಜೆಟ್ [754,1339,922,1403]
ad-balaji-title: ಶ್ರೀ ಬಾಲಾಜಿ ಟೈಲ್ಸ್ & ಗ್ರಾನೈಟ್ಸ್ [173,1709,629,1760]
ad-anjanadri-shop-photo [779,1838,1143,2014]
article8-headline: ದೇವರ ದರ್ಶನ ಪಡೆದ ಮಾಹಿತಿ ಹಕ್ಕು ಆಯುಕ್ತ [1004,1334,1427,1367]
footer-bottom-dash [42,2222,1473,2223]
ad-anjanadri-contact: ಸಂಪರ್ಕಿಸಿ: 9743340694, 9986673759 [768,2045,1467,2080]
article2-headline: ಸರಕಾರಿ ಪಾಠಶಾಲೆಯಲ್ಲಿ ವಾರ್ಷಿಕೋತ್ಸವ [1001,117,1428,155]
masthead [42,68,1473,98]
ad-anjanadri-shop-sign: ANJANADRI PRINTERS [961,1861,1127,1877]
article8-cols: ಶಿರಾ ತಾಲ್ಲೂಕು ಪಟ್ಟನಾಯಕನಹಳ್ಳಿ ಗ್ರಾಮದಲ್ಲಿರುವ ಕುಂಬೇನ್ನರಾಯ ಸ್ವಾಮಿ ಮಠಕ್ಕೆ ಶುಕ್ರವಾರ ಕರ್ನಾಟಕ ಸರ್ಕಾರದ ಮಾಹಿತಿ ಹಕ್ಕು ಆಯುಕ್ತರಾದ ಬದ್ರುದ್ದೀನ್ ಅವರು, ಪೀಠದ ಶ್ರೀಗಳಾದ ನಂಜಾವಧೂತ ಸ್ವಾಮೀಜಿ ಅವರ ದರ್ಶನ ಪಡೆದರು. ಈ ಸಂದರ್ಭದಲ್ಲಿ ಶ್ರೀಗಳು ಆಯುಕ್ತರನ್ನು ಸನ್ಮಾನಿಸಿ ಗೌರವಿಸಿದರು. ನಾರು ಅಭಿವೃದ್ಧಿ ನಿಗಮ ಮಾಜಿ ಅಧ್ಯಕ್ಷ ಬಿ.ಕೆ. ಮಂಜುನಾಥ್ ರವರನ್ನು ಕುಟುಂಬ ಸಮೇತರಾಗಿ ಭೇಟಿಯಾದ ಉಪನ್ಯಾಸಕರಾದ ಸಹಕಾರ ಸಂಘದ ಮಾಜಿ ಅಧ್ಯಕ್ಷ ಎನ್.ನಾಗರಾಜು, ಪಿ.ಡಿ. ಮಹೇಶ್, ಮಹಂತ ಮಾಲಿಕಾರ್ಜುನ್, ಚಂದ್ರು, ಗುರುಮೂರ್ತಿ, ಶಿಕ್ಷಕ ಲೋಕೇಶ್, ಸುರೇಶ್, ಹನುಮಂತ ಸೇರಿದಂತೆ ಹಲವರು ಉಪಸ್ಥಿತರಿದ್ದರು. [958,1594,1473,1700]
ad-balaji-products-photo [290,1778,742,1987]
budget-person-photo [220,1408,318,1509]
